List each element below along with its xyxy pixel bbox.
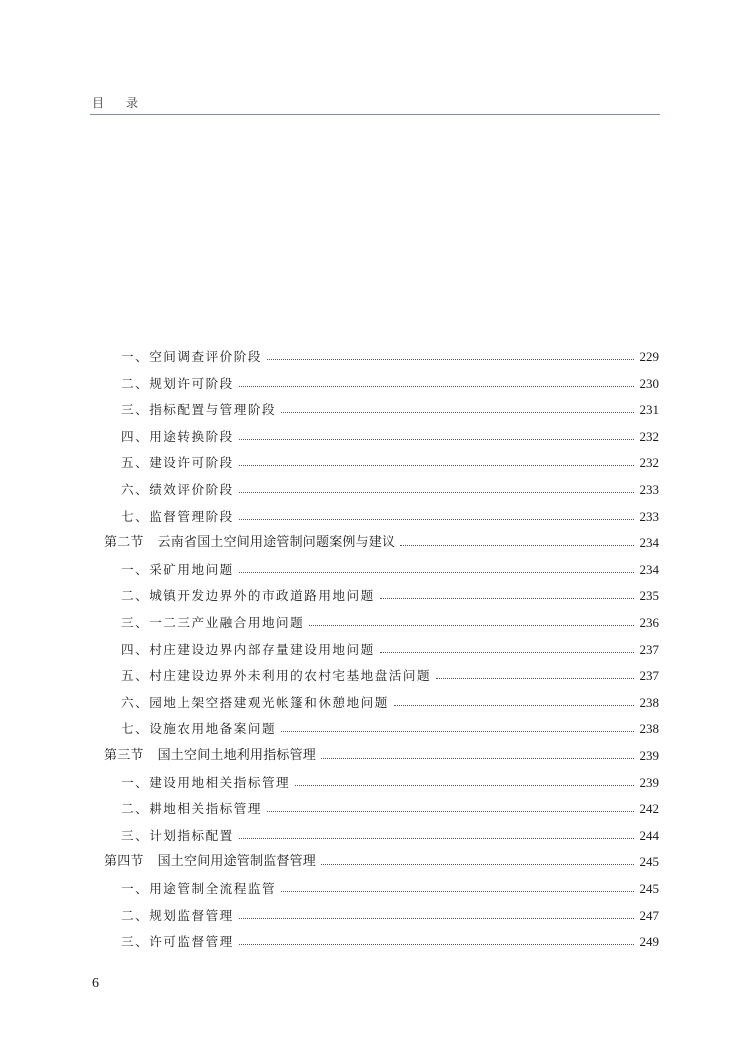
toc-page-number: 247 bbox=[639, 907, 659, 923]
toc-entry-label: 二、规划监督管理 bbox=[121, 907, 234, 923]
toc-entry-label: 一、建设用地相关指标管理 bbox=[121, 774, 291, 790]
header-char-1: 目 bbox=[92, 96, 105, 110]
dot-leader bbox=[267, 810, 634, 812]
toc-page-number: 232 bbox=[639, 455, 659, 471]
dot-leader bbox=[267, 358, 634, 360]
section-title: 国土空间用途管制监督管理 bbox=[157, 854, 317, 870]
section-title: 国土空间土地利用指标管理 bbox=[157, 748, 317, 763]
toc-page-number: 236 bbox=[639, 615, 659, 630]
toc-entry-label: 四、用途转换阶段 bbox=[121, 428, 234, 444]
toc-item-row[interactable] bbox=[121, 504, 659, 530]
dot-leader bbox=[400, 544, 633, 546]
toc-page-number: 245 bbox=[639, 854, 659, 870]
dot-leader bbox=[239, 943, 634, 945]
toc-section-row[interactable] bbox=[104, 530, 659, 556]
toc-page-number: 245 bbox=[639, 881, 659, 896]
dot-leader bbox=[281, 890, 633, 892]
page-number: 6 bbox=[92, 976, 99, 991]
toc-item-row[interactable] bbox=[121, 823, 659, 849]
toc-page-number: 239 bbox=[639, 748, 659, 763]
toc-entry-label: 六、绩效评价阶段 bbox=[121, 482, 234, 497]
dot-leader bbox=[239, 385, 634, 387]
running-header bbox=[92, 94, 138, 111]
toc-item-row[interactable] bbox=[121, 929, 659, 955]
toc-item-row[interactable] bbox=[121, 637, 659, 663]
toc-item-row[interactable] bbox=[121, 796, 659, 822]
dot-leader bbox=[239, 438, 634, 440]
dot-leader bbox=[239, 464, 634, 466]
dot-leader bbox=[380, 597, 634, 599]
toc-page-number: 244 bbox=[639, 827, 659, 843]
toc-entry-label bbox=[104, 743, 316, 769]
section-number: 第四节 bbox=[104, 854, 144, 870]
toc-entry-label: 五、建设许可阶段 bbox=[121, 455, 234, 471]
toc-item-row[interactable] bbox=[121, 344, 659, 370]
dot-leader bbox=[239, 917, 634, 919]
toc-item-row[interactable] bbox=[121, 583, 659, 609]
toc-entry-label: 三、计划指标配置 bbox=[121, 827, 234, 843]
toc-entry-label: 三、许可监督管理 bbox=[121, 934, 234, 950]
toc-page-number: 232 bbox=[639, 428, 659, 444]
toc-item-row[interactable] bbox=[121, 450, 659, 476]
toc-page-number: 239 bbox=[639, 774, 659, 790]
toc-page-number: 231 bbox=[639, 402, 659, 418]
dot-leader bbox=[239, 491, 634, 493]
toc-item-row[interactable] bbox=[121, 663, 659, 689]
toc-item-row[interactable] bbox=[121, 876, 659, 902]
toc-item-row[interactable] bbox=[121, 610, 659, 636]
toc-page-number: 234 bbox=[639, 561, 659, 577]
toc-entry-label: 三、指标配置与管理阶段 bbox=[121, 402, 277, 418]
toc-item-row[interactable] bbox=[121, 397, 659, 423]
toc-page-number: 229 bbox=[639, 349, 659, 364]
toc-item-row[interactable] bbox=[121, 557, 659, 583]
dot-leader bbox=[394, 704, 634, 706]
toc-entry-label: 二、耕地相关指标管理 bbox=[121, 801, 262, 817]
toc-entry-label: 五、村庄建设边界外未利用的农村宅基地盘活问题 bbox=[121, 668, 432, 684]
dot-leader bbox=[321, 863, 633, 865]
dot-leader bbox=[309, 624, 633, 626]
toc-item-row[interactable] bbox=[121, 424, 659, 450]
section-number: 第二节 bbox=[104, 535, 144, 551]
toc-page-number: 233 bbox=[639, 508, 659, 524]
toc-entry-label: 二、规划许可阶段 bbox=[121, 375, 234, 391]
toc-item-row[interactable] bbox=[121, 716, 659, 742]
header-rule bbox=[90, 114, 660, 115]
toc-item-row[interactable] bbox=[121, 770, 659, 796]
header-char-2: 录 bbox=[126, 96, 139, 110]
dot-leader bbox=[436, 677, 633, 679]
section-title: 云南省国土空间用途管制问题案例与建议 bbox=[157, 535, 396, 551]
dot-leader bbox=[321, 757, 633, 759]
toc-entry-label: 一、采矿用地问题 bbox=[121, 561, 234, 577]
toc-page-number: 234 bbox=[639, 535, 659, 551]
toc-entry-label bbox=[104, 530, 395, 556]
toc-page-number: 233 bbox=[639, 482, 659, 497]
toc-entry-label bbox=[104, 849, 316, 875]
dot-leader bbox=[239, 571, 634, 573]
toc-page-number: 238 bbox=[639, 721, 659, 737]
toc-page-number: 238 bbox=[639, 694, 659, 710]
section-number: 第三节 bbox=[104, 748, 144, 763]
dot-leader bbox=[281, 730, 633, 732]
toc-entry-label: 二、城镇开发边界外的市政道路用地问题 bbox=[121, 588, 375, 604]
toc-page-number: 235 bbox=[639, 588, 659, 604]
toc-entry-label: 三、一二三产业融合用地问题 bbox=[121, 615, 305, 630]
toc-entry-label: 一、用途管制全流程监管 bbox=[121, 881, 277, 896]
toc-item-row[interactable] bbox=[121, 690, 659, 716]
toc-item-row[interactable] bbox=[121, 477, 659, 503]
toc-entry-label: 四、村庄建设边界内部存量建设用地问题 bbox=[121, 641, 375, 657]
toc-entry-label: 一、空间调查评价阶段 bbox=[121, 349, 262, 364]
toc-section-row[interactable] bbox=[104, 849, 659, 875]
toc-section-row[interactable] bbox=[104, 743, 659, 769]
dot-leader bbox=[380, 651, 634, 653]
toc-page-number: 237 bbox=[639, 641, 659, 657]
toc-page-number: 242 bbox=[639, 801, 659, 817]
dot-leader bbox=[281, 411, 633, 413]
toc-item-row[interactable] bbox=[121, 371, 659, 397]
dot-leader bbox=[239, 837, 634, 839]
toc-page-number: 230 bbox=[639, 375, 659, 391]
toc-page-number: 249 bbox=[639, 934, 659, 950]
toc-item-row[interactable] bbox=[121, 903, 659, 929]
toc-entry-label: 七、设施农用地备案问题 bbox=[121, 721, 277, 737]
dot-leader bbox=[295, 784, 633, 786]
dot-leader bbox=[239, 518, 634, 520]
toc-entry-label: 七、监督管理阶段 bbox=[121, 508, 234, 524]
toc-page-number: 237 bbox=[639, 668, 659, 684]
toc-entry-label: 六、园地上架空搭建观光帐篷和休憩地问题 bbox=[121, 694, 389, 710]
